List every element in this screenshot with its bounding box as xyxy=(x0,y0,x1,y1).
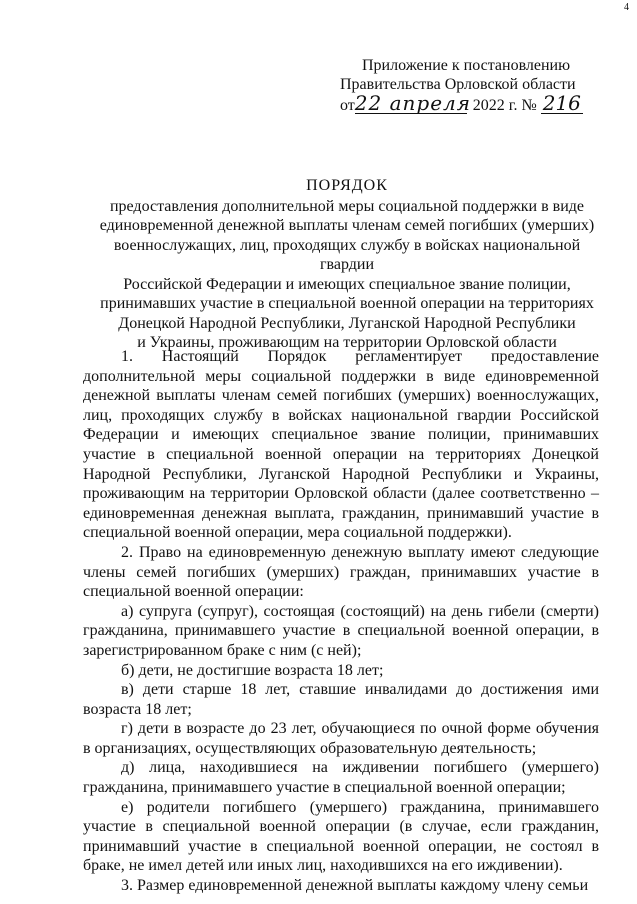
title-line: и Украины, проживающим на территории Орловской области xyxy=(137,334,557,351)
document-body xyxy=(83,347,599,896)
title-line: единовременной денежной выплаты членам семей погибших (умерших) xyxy=(99,217,595,234)
list-item-d: д) лица, находившиеся на иждивении погибшего (умершего) гражданина, принимавшего участие в специальной военной операции; xyxy=(83,759,599,797)
appendix-line-2: Правительства Орловской области xyxy=(340,76,576,93)
paragraph-3: 3. Размер единовременной денежной выплаты каждому члену семьи xyxy=(121,877,589,895)
list-item-e: е) родители погибшего (умершего) гражданина, принимавшего участие в специальной военной операции (в случае, если гражданин, принимавший участие в специальной военной операции, не состоял в браке, не имел детей или иных лиц, находившихся на его иждивении). xyxy=(83,798,599,875)
title-heading: ПОРЯДОК xyxy=(306,177,388,194)
list-item-a: а) супруга (супруг), состоящая (состоящий) на день гибели (смерти) гражданина, принимавшего участие в специальной военной операции, в зарегистрированном браке с ним (с ней); xyxy=(83,602,599,659)
title-line: принимавших участие в специальной военной операции на территориях xyxy=(100,295,594,312)
list-item-v: в) дети старше 18 лет, ставшие инвалидами до достижения ими возраста 18 лет; xyxy=(83,681,599,718)
paragraph-1: 1. Настоящий Порядок регламентирует предоставление дополнительной меры социальной поддержки в виде единовременной денежной выплаты членам семей погибших (умерших) военнослужащих, лиц, проходящих службу в войсках национальной гвардии Российской Федерации и имеющих специальное звание полиции, принимавших участие в специальной военной операции на территориях Донецкой Народной Республики, Луганской Народной Республики и Украины, проживающим на территории Орловской области (далее соответственно – единовременная денежная выплата, гражданин, принимавший участие в специальной военной операции, мера социальной поддержки). xyxy=(83,348,599,542)
document-title xyxy=(92,176,602,353)
appendix-year: 2022 г. № xyxy=(472,97,537,114)
handwritten-number: 216 xyxy=(542,91,581,115)
appendix-header xyxy=(340,56,630,115)
list-item-g: г) дети в возрасте до 23 лет, обучающиеся по очной форме обучения в организациях, осуществляющих образовательную деятельность; xyxy=(83,720,599,757)
appendix-prefix: от xyxy=(340,97,355,114)
appendix-line-1: Приложение к постановлению xyxy=(362,57,571,74)
page-corner-mark: 4 xyxy=(624,2,629,13)
title-line: предоставления дополнительной меры социальной поддержки в виде xyxy=(109,197,585,215)
handwritten-date: 22 апреля xyxy=(354,91,472,115)
list-item-b: б) дети, не достигшие возраста 18 лет; xyxy=(121,661,384,679)
title-line: военнослужащих, лиц, проходящих службу в войсках национальной гвардии xyxy=(113,236,581,273)
appendix-line-3 xyxy=(340,91,630,115)
paragraph-2: 2. Право на единовременную денежную выплату имеют следующие члены семей погибших (умерших) граждан, принимавших участие в специальной военной операции: xyxy=(83,543,599,601)
title-line: Российской Федерации и имеющих специальное звание полиции, xyxy=(123,275,571,293)
title-line: Донецкой Народной Республики, Луганской Народной Республики xyxy=(118,314,576,332)
